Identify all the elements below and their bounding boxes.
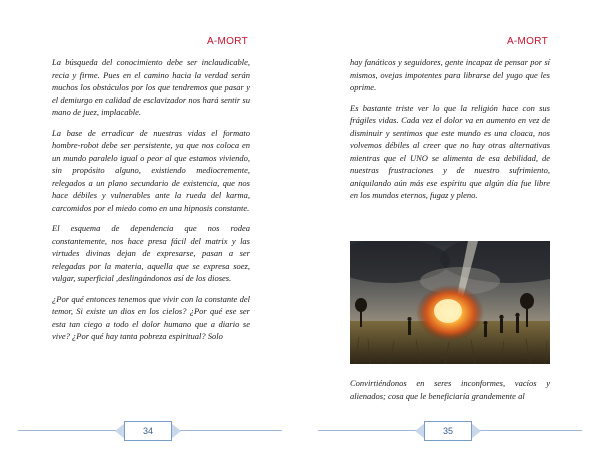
- page-number-left: 34: [124, 421, 172, 441]
- paragraph: La base de erradicar de nuestras vidas el formato hombre-robot debe ser persistente, ya que nos coloca en un mundo paralelo igual o peor al que estamos viviendo, sin propósito alguno, existiendo mediocremente, relegados a un plano secundario de existencia, que nos hace débiles y vulnerables ante la rueda del karma, carcomidos por el miedo como en una hipnosis constante.: [52, 127, 250, 213]
- paragraph: El esquema de dependencia que nos rodea constantemente, nos hace presa fácil del matrix y las virtudes divinas dejan de expresarse, pasan a ser relegadas por la materia, aquella que se expresa soez, vulgar, superficial ,deslingándonos así de los dioses.: [52, 223, 250, 283]
- page-header-left: A-MORT: [206, 36, 248, 47]
- page-header-right: A-MORT: [506, 36, 548, 47]
- paragraph: hay fanáticos y seguidores, gente incapaz de pensar por sí mismos, ovejas impotentes para librarse del yugo que les oprime.: [350, 57, 550, 92]
- paragraph: Es bastante triste ver lo que la religión hace con sus frágiles vidas. Cada vez el dolor va en aumento en vez de disminuir y sentimos que este mundo es una cloaca, nos volvemos débiles al creer que no hay otras alternativas mientras que el UNO se alimenta de esa debilidad, de nuestras frustraciones y de nuestro sufrimiento, aniquilando aún más ese espíritu que algún día fue libre en los mundos eternos, fugaz y pleno.: [350, 102, 550, 200]
- paragraph: La búsqueda del conocimiento debe ser inclaudicable, recia y firme. Pues en el camino hacia la verdad serán muchos los obstáculos por los que tendremos que pasar y el demiurgo en calidad de esclavizador nos hará sentir su mano de juez, implacable.: [52, 57, 250, 117]
- illustration-image: [350, 241, 550, 364]
- right-page-text-top: [350, 56, 550, 210]
- page-ribbon-icon: [471, 423, 481, 439]
- explosion-scene-image: [350, 241, 550, 364]
- page-ribbon-icon: [171, 423, 181, 439]
- page-number-right: 35: [424, 421, 472, 441]
- right-page: [300, 0, 600, 458]
- left-page-text: [52, 56, 250, 351]
- paragraph: ¿Por qué entonces tenemos que vivir con la constante del temor, Si existe un dios en los cielos? ¿Por qué ese ser esta tan ciego a todo el dolor humano que a diario se vive? ¿Por qué hay tanta pobreza espiritual? Solo: [52, 293, 250, 341]
- right-page-text-bottom: [350, 377, 550, 410]
- paragraph: Convirtiéndonos en seres inconformes, vacíos y alienados; cosa que le beneficiaría grandemente al: [350, 378, 550, 401]
